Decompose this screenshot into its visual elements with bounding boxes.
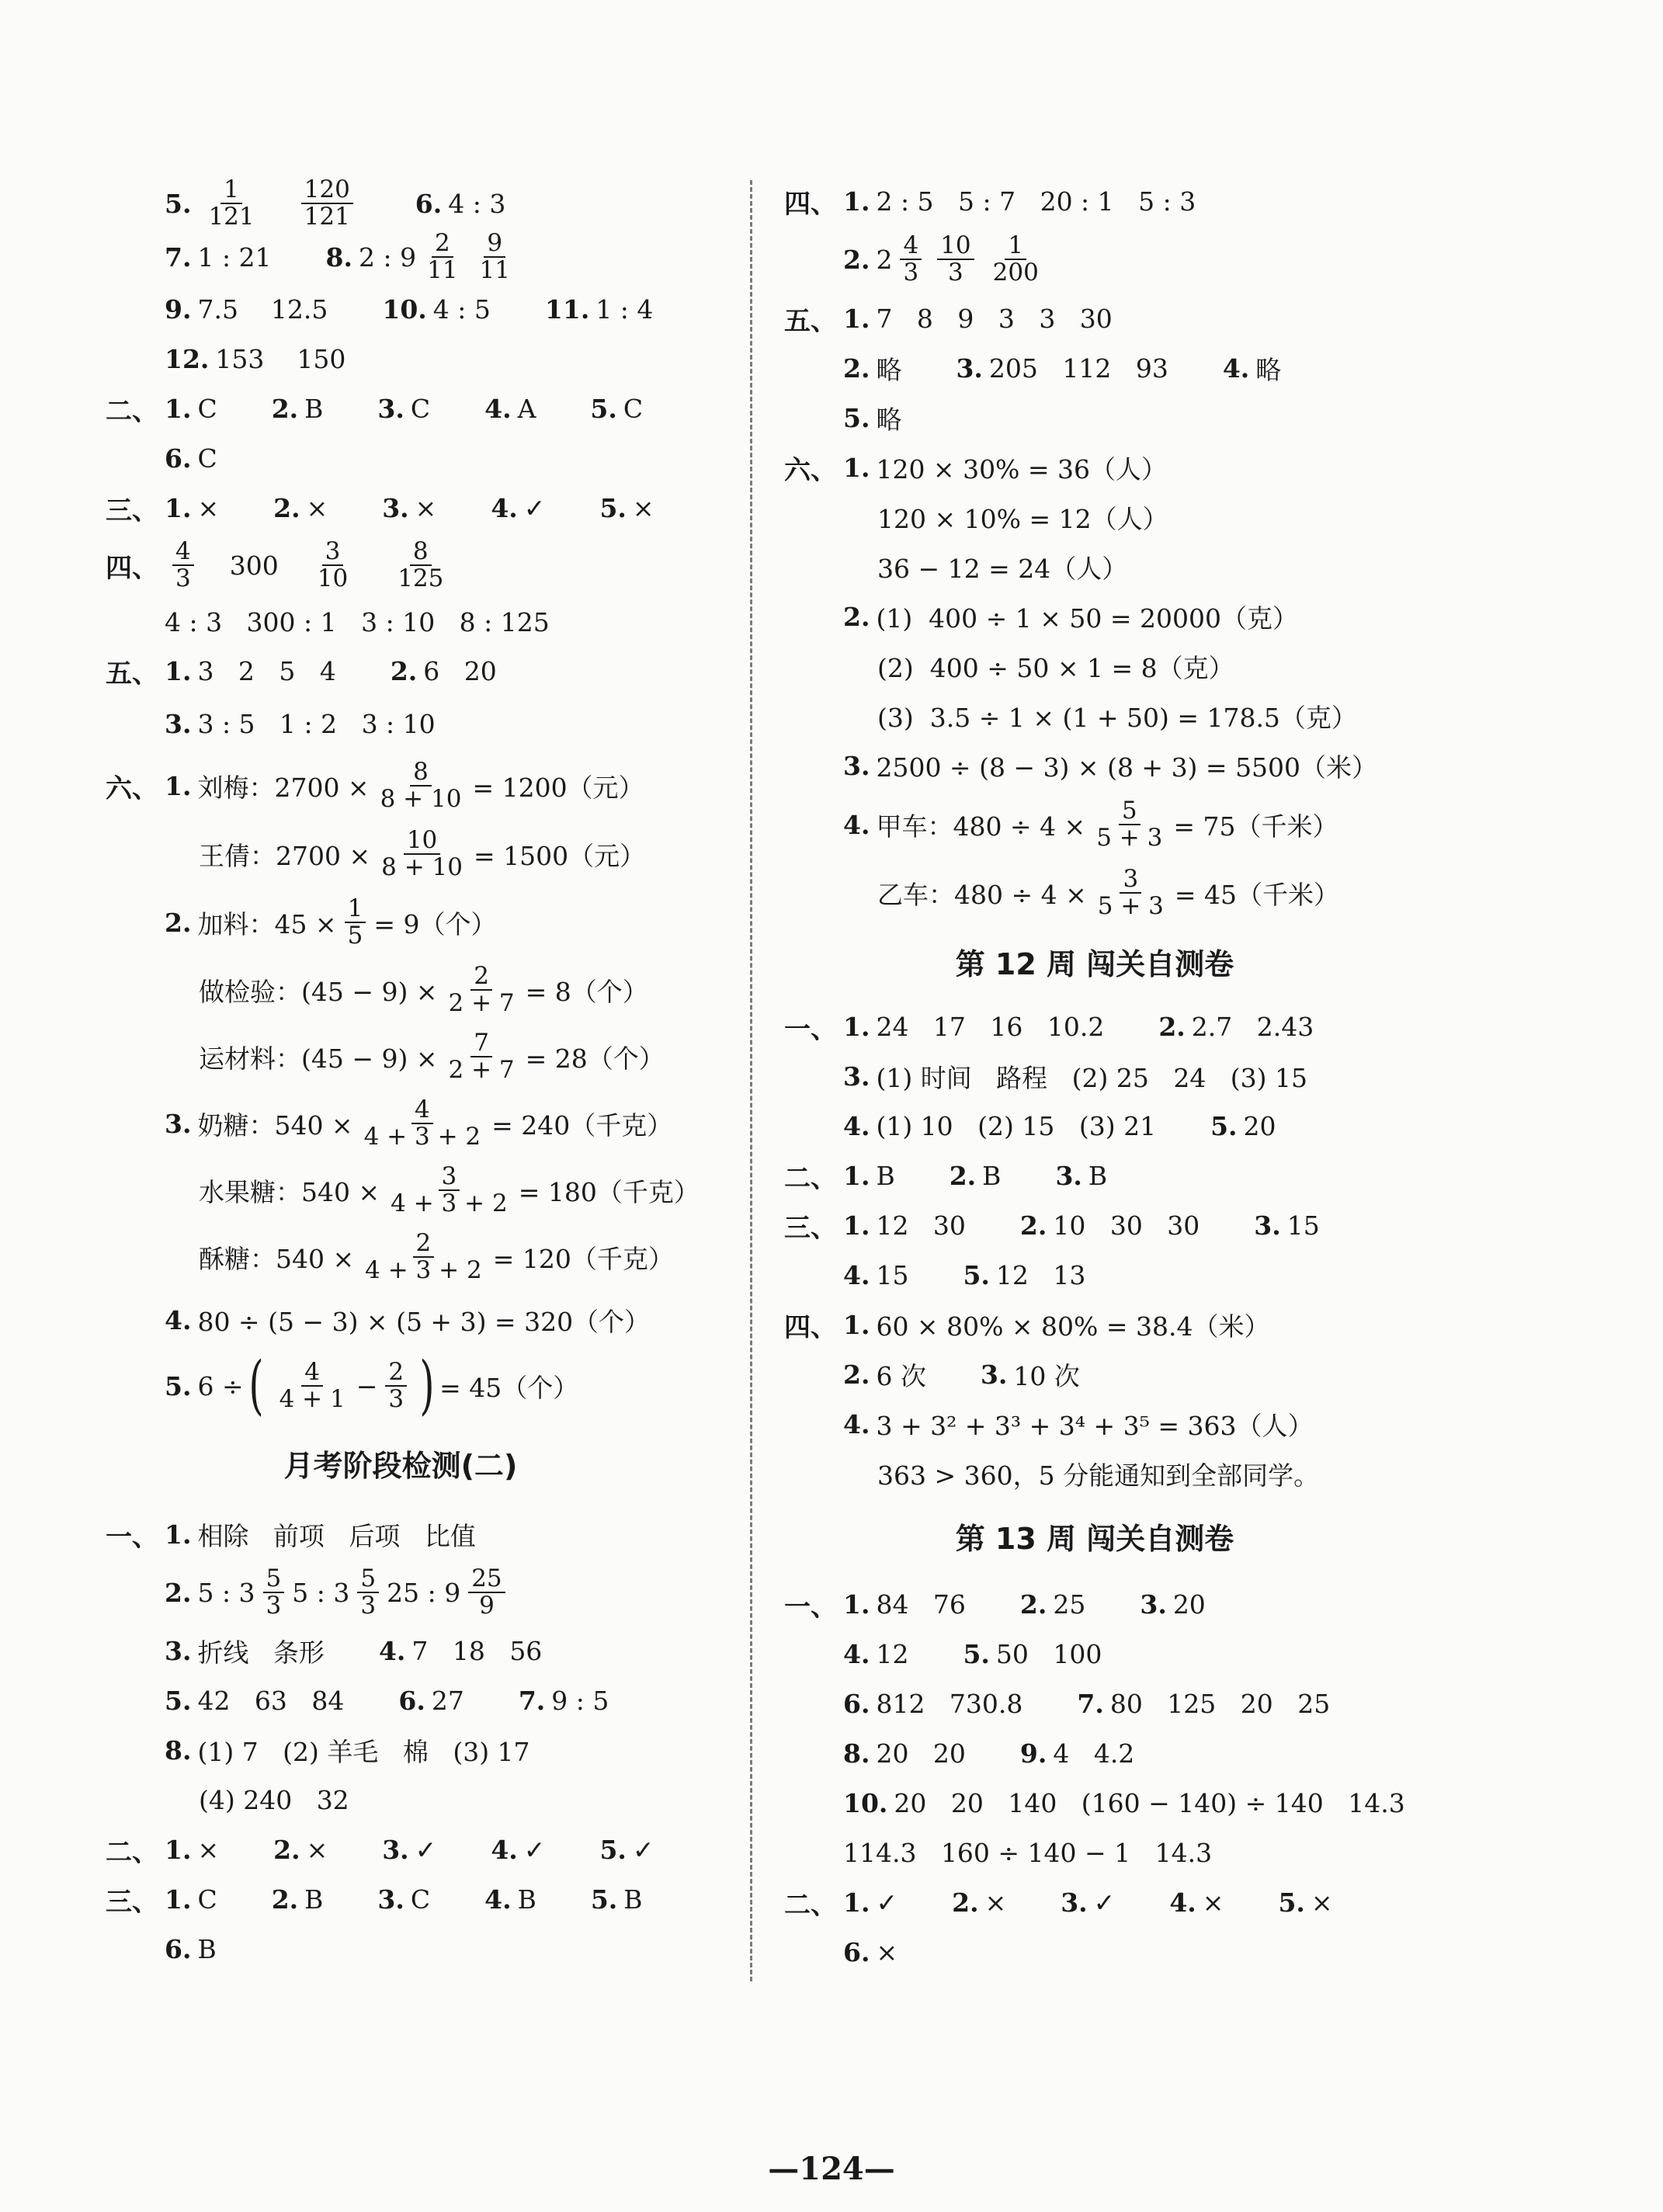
answer-line: 2. 6 次 3. 10 次 bbox=[843, 1359, 1080, 1391]
fraction: $\frac{9}{11}$ bbox=[479, 229, 510, 284]
answer-line: (4) 240 32 bbox=[199, 1784, 349, 1815]
answer-line: 5. 42 63 84 6. 27 7. 9 : 5 bbox=[165, 1685, 609, 1716]
fraction: $\frac{2}{2 + 7}$ bbox=[448, 962, 515, 1017]
fraction: $\frac{10}{8 + 10}$ bbox=[381, 826, 463, 881]
fraction: $\frac{4}{4 + 1}$ bbox=[279, 1358, 345, 1413]
answer-line: 3. 2500 ÷ (8 − 3) × (8 + 3) = 5500（米） bbox=[843, 750, 1378, 783]
answer-line: 2. 加料：45 × $\frac{1}{5}$ = 9（个） bbox=[165, 894, 497, 950]
answer-line: (2) 400 ÷ 50 × 1 = 8（克） bbox=[877, 652, 1234, 683]
fraction: $\frac{5}{3}$ bbox=[263, 1566, 285, 1618]
answer-line: 运材料：(45 − 9) × $\frac{7}{2 + 7}$ = 28（个） bbox=[199, 1029, 665, 1084]
answer-line: 8. 20 20 9. 4 4.2 bbox=[843, 1738, 1135, 1769]
right-column bbox=[784, 177, 1421, 1977]
fraction: $\frac{2}{4 + 3 + 2}$ bbox=[365, 1229, 482, 1284]
section-wu: 五、 1. 3 2 5 4 2. 6 20 bbox=[106, 655, 497, 689]
answer-line: 5. 6 ÷ ( $\frac{4}{4 + 1}$ − $\frac{2}{3}$ ) = 45（个） bbox=[165, 1349, 579, 1423]
answer-line: 做检验：(45 − 9) × $\frac{2}{2 + 7}$ = 8（个） bbox=[199, 962, 648, 1017]
fraction: $\frac{4}{4 + 3 + 2}$ bbox=[363, 1096, 481, 1151]
answer-line: (3) 3.5 ÷ 1 × (1 + 50) = 178.5（克） bbox=[877, 702, 1357, 733]
answer-line: 4. 3 + 3² + 3³ + 3⁴ + 3⁵ = 363（人） bbox=[843, 1408, 1314, 1441]
answer-line: 4. 12 5. 50 100 bbox=[843, 1638, 1102, 1669]
fraction: $\frac{120}{121}$ bbox=[301, 177, 353, 229]
fraction: $\frac{4}{3}$ bbox=[172, 539, 194, 591]
answer-line: 363 > 360，5 分能通知到全部同学。 bbox=[877, 1460, 1320, 1491]
fraction: $\frac{10}{3}$ bbox=[937, 233, 974, 285]
fraction: $\frac{7}{2 + 7}$ bbox=[448, 1029, 515, 1084]
answer-line: 5. $\frac{1}{121}$ $\frac{120}{121}$ 6. 4 : 3 bbox=[165, 175, 506, 231]
answer-line: 6. × bbox=[843, 1936, 898, 1967]
section-er: 二、 1. C 2. B 3. C 4. A 5. C bbox=[106, 393, 644, 427]
fraction: $\frac{3}{10}$ bbox=[317, 537, 349, 592]
fraction: $\frac{1}{5}$ bbox=[345, 896, 366, 948]
left-column bbox=[106, 177, 758, 1974]
section-yi: 一、 1. 相除 前项 后项 比值 bbox=[106, 1519, 476, 1553]
section-si: 四、 1. 2 : 5 5 : 7 20 : 1 5 : 3 bbox=[784, 186, 1196, 220]
answer-line: 酥糖：540 × $\frac{2}{4 + 3 + 2}$ = 120（千克） bbox=[199, 1229, 674, 1284]
answer-line: 8. (1) 7 (2) 羊毛 棉 (3) 17 bbox=[165, 1735, 530, 1767]
answer-line: 3. 3 : 5 1 : 2 3 : 10 bbox=[165, 708, 436, 739]
answer-line: 乙车：480 ÷ 4 × $\frac{3}{5 + 3}$ = 45（千米） bbox=[877, 865, 1340, 920]
answer-line: 2. 5 : 3 $\frac{5}{3}$ 5 : 3 $\frac{5}{3}$ 25 : 9 $\frac{25}{9}$ bbox=[106, 1559, 758, 1626]
section-er: 二、 1. ✓ 2. × 3. ✓ 4. × 5. × bbox=[784, 1887, 1333, 1921]
section-er: 二、 1. × 2. × 3. ✓ 4. ✓ 5. ✓ bbox=[106, 1834, 654, 1868]
section-title: 第 12 周 闯关自测卷 bbox=[955, 947, 1234, 981]
answer-line: 12. 153 150 bbox=[165, 343, 346, 374]
answer-line: 2. 略 3. 205 112 93 4. 略 bbox=[843, 352, 1282, 385]
section-san: 三、 1. × 2. × 3. × 4. ✓ 5. × bbox=[106, 492, 654, 526]
fraction: $\frac{5}{3}$ bbox=[357, 1566, 379, 1618]
answer-line: 水果糖：540 × $\frac{3}{4 + 3 + 2}$ = 180（千克） bbox=[199, 1162, 700, 1217]
fraction: $\frac{8}{8 + 10}$ bbox=[380, 758, 462, 813]
section-yi: 一、 1. 24 17 16 10.2 2. 2.7 2.43 bbox=[784, 1011, 1314, 1045]
answer-line: 6. B bbox=[165, 1933, 217, 1964]
fraction: $\frac{2}{11}$ bbox=[427, 229, 458, 284]
answer-line: 王倩：2700 × $\frac{10}{8 + 10}$ = 1500（元） bbox=[199, 826, 646, 881]
answer-line: 6. C bbox=[165, 443, 217, 474]
answer-line: 4 : 3 300 : 1 3 : 10 8 : 125 bbox=[165, 606, 550, 637]
fraction: $\frac{3}{5 + 3}$ bbox=[1097, 865, 1164, 920]
answer-line: 114.3 160 ÷ 140 − 1 14.3 bbox=[843, 1837, 1213, 1868]
answer-line: 4. (1) 10 (2) 15 (3) 21 5. 20 bbox=[843, 1110, 1276, 1141]
section-title: 第 13 周 闯关自测卷 bbox=[955, 1522, 1234, 1556]
answer-line: 10. 20 20 140 (160 − 140) ÷ 140 14.3 bbox=[843, 1787, 1405, 1818]
answer-line: 9. 7.5 12.5 10. 4 : 5 11. 1 : 4 bbox=[165, 293, 654, 325]
answer-line: 3. 折线 条形 4. 7 18 56 bbox=[165, 1635, 543, 1668]
answer-line: 36 − 12 = 24（人） bbox=[877, 553, 1128, 584]
section-title: 月考阶段检测(二) bbox=[283, 1449, 518, 1483]
fraction: $\frac{1}{121}$ bbox=[208, 175, 255, 231]
fraction: $\frac{5}{5 + 3}$ bbox=[1096, 797, 1163, 852]
fraction: $\frac{25}{9}$ bbox=[468, 1566, 505, 1618]
answer-line: 2. 2 $\frac{4}{3}$ $\frac{10}{3}$ $\frac{1}{200}$ bbox=[784, 225, 1421, 293]
fraction: $\frac{3}{4 + 3 + 2}$ bbox=[391, 1162, 508, 1217]
answer-line: 6. 812 730.8 7. 80 125 20 25 bbox=[843, 1688, 1331, 1719]
fraction: $\frac{4}{3}$ bbox=[900, 233, 922, 285]
answer-line: 5. 略 bbox=[843, 402, 902, 435]
section-er: 二、 1. B 2. B 3. B bbox=[784, 1160, 1108, 1194]
section-liu: 六、 1. 刘梅：2700 × $\frac{8}{8 + 10}$ = 1200（元） bbox=[106, 758, 644, 813]
answer-line: 4. 甲车：480 ÷ 4 × $\frac{5}{5 + 3}$ = 75（千米） bbox=[843, 797, 1338, 852]
section-liu: 六、 1. 120 × 30% = 36（人） bbox=[784, 452, 1168, 486]
section-yi: 一、 1. 84 76 2. 25 3. 20 bbox=[784, 1589, 1206, 1623]
page-number: —124— bbox=[768, 2151, 895, 2187]
answer-line: 4. 15 5. 12 13 bbox=[843, 1259, 1086, 1290]
answer-line: 7. 1 : 21 8. 2 : 9 $\frac{2}{11}$ $\frac{9}{11}$ bbox=[106, 230, 758, 284]
answer-line: 3. (1) 时间 路程 (2) 25 24 (3) 15 bbox=[843, 1061, 1308, 1093]
fraction: $\frac{1}{200}$ bbox=[992, 231, 1039, 286]
section-san: 三、 1. C 2. B 3. C 4. B 5. B bbox=[106, 1884, 643, 1918]
answer-line: 4. 80 ÷ (5 − 3) × (5 + 3) = 320（个） bbox=[165, 1304, 651, 1337]
section-wu: 五、 1. 7 8 9 3 3 30 bbox=[784, 303, 1113, 337]
section-si: 四、 $\frac{4}{3}$ 300 $\frac{3}{10}$ $\frac{8}{125}$ bbox=[106, 533, 758, 598]
fraction: $\frac{2}{3}$ bbox=[385, 1359, 407, 1412]
answer-line: 3. 奶糖：540 × $\frac{4}{4 + 3 + 2}$ = 240（千克） bbox=[165, 1096, 673, 1151]
answer-line: 120 × 10% = 12（人） bbox=[877, 503, 1168, 534]
answer-line: 2. (1) 400 ÷ 1 × 50 = 20000（克） bbox=[843, 601, 1299, 634]
column-divider bbox=[750, 180, 752, 1981]
fraction: $\frac{8}{125}$ bbox=[398, 537, 444, 592]
section-si: 四、 1. 60 × 80% × 80% = 38.4（米） bbox=[784, 1309, 1270, 1343]
section-san: 三、 1. 12 30 2. 10 30 30 3. 15 bbox=[784, 1210, 1320, 1244]
